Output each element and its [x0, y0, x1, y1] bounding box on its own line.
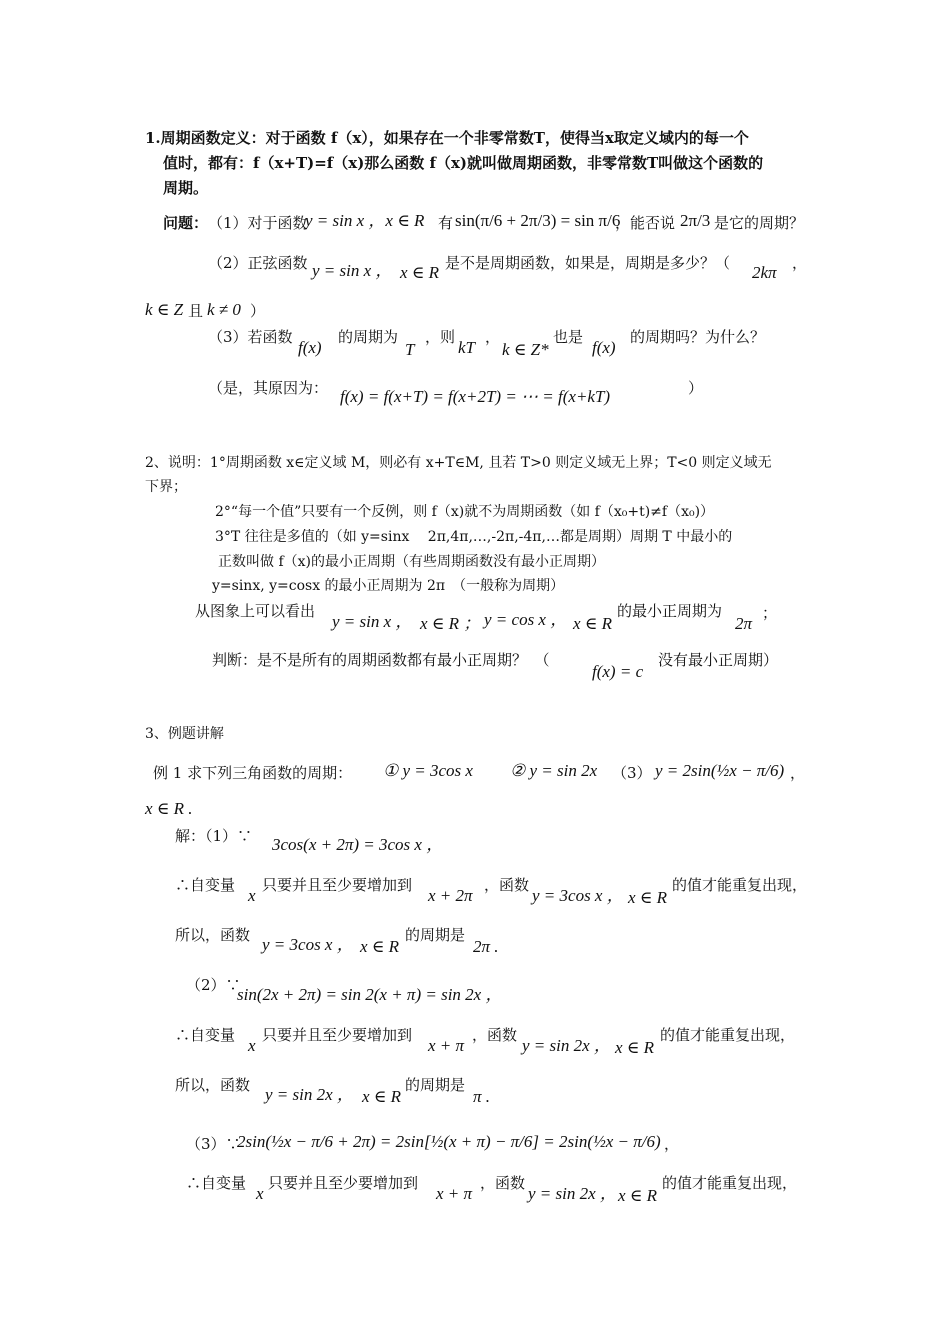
solution-1-math-b3: x ∈ R — [628, 888, 668, 907]
solution-3-text-b4: 的值才能重复出现， — [662, 1174, 798, 1192]
solution-2-math-c3: π . — [473, 1087, 491, 1106]
question-label: 问题： — [163, 214, 209, 232]
solution-2-math-c2: x ∈ R — [362, 1087, 402, 1106]
judge-text-a: 判断：是不是所有的周期函数都有最小正周期？ （ — [212, 651, 550, 669]
note-line-4: 3°T 往往是多值的（如 y=sinx 2π,4π,…,-2π,-4π,…都是周期）周期 T 中最小的 — [215, 529, 733, 545]
q2-text-c: ， — [792, 254, 808, 272]
solution-3-math-b2: y = sin 2x ， — [528, 1184, 617, 1203]
solution-1-text-a: 解：（1）∵ — [175, 827, 253, 845]
q1-text-d: 是它的周期？ — [714, 214, 805, 232]
q3-math-3: kT — [458, 338, 475, 357]
solution-1-var: x — [248, 886, 256, 905]
solution-2-text-c1: 所以，函数 — [175, 1076, 251, 1094]
note-line-7-text-a: 从图象上可以看出 — [195, 602, 316, 620]
note-line-7-math-1: y = sin x ， — [332, 612, 413, 631]
note-line-2: 下界； — [145, 479, 187, 495]
solution-2-math-b2: y = sin 2x ， — [522, 1036, 611, 1055]
solution-3-math: 2sin(½x − π/6 + 2π) = 2sin[½(x + π) − π/6] = 2sin(½x − π/6) — [237, 1132, 661, 1151]
solution-2-math-b1: x + π — [428, 1036, 465, 1055]
solution-3-math-b1: x + π — [436, 1184, 473, 1203]
example-1-math-2: ② y = sin 2x — [510, 761, 598, 780]
solution-1-text-b3: ，函数 — [484, 876, 530, 894]
solution-2-text-c2: 的周期是 — [405, 1076, 466, 1094]
solution-1-text-b4: 的值才能重复出现， — [672, 876, 808, 894]
q2-math-2: x ∈ R — [400, 263, 440, 282]
q3-math-1: f(x) — [298, 338, 322, 357]
q2-text-a: （2）正弦函数 — [208, 254, 308, 272]
q3-math-2: T — [405, 340, 415, 359]
note-line-6: y=sinx, y=cosx 的最小正周期为 2π （一般称为周期） — [212, 578, 565, 594]
solution-1-math-c3: 2π . — [473, 937, 499, 956]
solution-3-text-c: ， — [664, 1135, 680, 1153]
solution-3-text-b1: ∴自变量 — [186, 1174, 247, 1192]
note-line-1: 2、说明：1°周期函数 x∈定义域 M，则必有 x+T∈M, 且若 T>0 则定义域无上界；T<0 则定义域无 — [145, 455, 772, 471]
q2-text-b: 是不是周期函数，如果是，周期是多少？（ — [445, 254, 731, 272]
examples-title: 3、例题讲解 — [145, 726, 224, 742]
q3-answer-b: ） — [688, 379, 704, 397]
q2-text-d: 且 — [188, 302, 204, 320]
solution-3-text-b3: ，函数 — [480, 1174, 526, 1192]
solution-1-text-b2: 只要并且至少要增加到 — [262, 876, 413, 894]
q3-text-b: 的周期为 — [338, 328, 399, 346]
example-1-text-c: ， — [790, 764, 806, 782]
solution-3-var: x — [256, 1184, 264, 1203]
q3-text-f: 的周期吗？为什么？ — [630, 328, 766, 346]
q3-text-a: （3）若函数 — [208, 328, 293, 346]
solution-1-text-c1: 所以，函数 — [175, 926, 251, 944]
solution-2-text-b4: 的值才能重复出现， — [660, 1026, 796, 1044]
solution-2-text-a: （2）∵ — [186, 976, 241, 994]
solution-1-math-c1: y = 3cos x ， — [262, 935, 354, 954]
note-line-3: 2°“每一个值”只要有一个反例，则 f（x)就不为周期函数（如 f（x₀+t)≠f（x₀)） — [215, 504, 715, 520]
q1-math-2: sin(π/6 + 2π/3) = sin π/6 — [455, 211, 621, 230]
judge-text-b: 没有最小正周期） — [658, 651, 779, 669]
q2-math-4: k ∈ Z — [145, 300, 184, 319]
q1-math-3: 2π/3 — [680, 211, 711, 230]
q1-text-c: ，能否说 — [615, 214, 676, 232]
note-line-7-math-5: 2π — [735, 614, 753, 633]
note-line-7-math-2: x ∈ R ； — [420, 614, 481, 633]
q2-math-1: y = sin x ， — [312, 261, 393, 280]
solution-2-text-b3: ，函数 — [472, 1026, 518, 1044]
example-1-text-a: 例 1 求下列三角函数的周期： — [153, 764, 353, 782]
note-line-5: 正数叫做 f（x)的最小正周期（有些周期函数没有最小正周期） — [218, 554, 605, 570]
q2-math-5: k ≠ 0 — [207, 300, 241, 319]
note-line-7-math-4: x ∈ R — [573, 614, 613, 633]
q3-text-d: ， — [485, 328, 501, 346]
solution-1-math-c2: x ∈ R — [360, 937, 400, 956]
q3-math-4: k ∈ Z* — [502, 340, 549, 359]
solution-2-var: x — [248, 1036, 256, 1055]
example-1-math-1: ① y = 3cos x — [383, 761, 473, 780]
example-1-text-b: （3） — [612, 764, 652, 782]
q1-math-1: y = sin x ，x ∈ R — [305, 211, 425, 230]
solution-1-text-c2: 的周期是 — [405, 926, 466, 944]
q2-math-3: 2kπ — [752, 263, 777, 282]
q1-text-a: （1）对于函数 — [208, 214, 308, 232]
solution-2-text-b2: 只要并且至少要增加到 — [262, 1026, 413, 1044]
q3-math-5: f(x) — [592, 338, 616, 357]
solution-3-text-a: （3）∵ — [186, 1135, 241, 1153]
solution-2-text-b1: ∴自变量 — [175, 1026, 236, 1044]
solution-1-math-b2: y = 3cos x ， — [532, 886, 624, 905]
solution-2-math-c1: y = sin 2x ， — [265, 1085, 354, 1104]
q3-answer-a: （是，其原因为： — [208, 379, 329, 397]
q2-text-e: ） — [250, 302, 266, 320]
solution-2-math: sin(2x + 2π) = sin 2(x + π) = sin 2x ， — [237, 985, 503, 1004]
note-line-7-text-c: ； — [762, 604, 778, 622]
example-1-math-3: y = 2sin(½x − π/6) — [655, 761, 785, 780]
solution-3-text-b2: 只要并且至少要增加到 — [268, 1174, 419, 1192]
note-line-7-math-3: y = cos x ， — [484, 610, 568, 629]
definition-line-3: 周期。 — [163, 179, 209, 197]
solution-2-math-b3: x ∈ R — [615, 1038, 655, 1057]
example-1-math-4: x ∈ R . — [145, 799, 193, 818]
definition-line-2: 值时，都有：f（x+T)=f（x)那么函数 f（x)就叫做周期函数，非零常数T叫做这个函数的 — [163, 154, 764, 172]
solution-3-math-b3: x ∈ R — [618, 1186, 658, 1205]
q3-text-e: 也是 — [553, 328, 584, 346]
definition-line-1: 1.周期函数定义：对于函数 f（x），如果存在一个非零常数T，使得当x取定义域内的每一个 — [145, 129, 749, 147]
note-line-7-text-b: 的最小正周期为 — [617, 602, 723, 620]
solution-1-math: 3cos(x + 2π) = 3cos x ， — [272, 835, 444, 854]
solution-1-math-b1: x + 2π — [428, 886, 473, 905]
q1-text-b: 有 — [438, 214, 454, 232]
judge-math: f(x) = c — [592, 662, 644, 681]
q3-answer-math: f(x) = f(x+T) = f(x+2T) = ⋯ = f(x+kT) — [340, 387, 611, 406]
solution-1-text-b1: ∴自变量 — [175, 876, 236, 894]
q3-text-c: ，则 — [425, 328, 456, 346]
